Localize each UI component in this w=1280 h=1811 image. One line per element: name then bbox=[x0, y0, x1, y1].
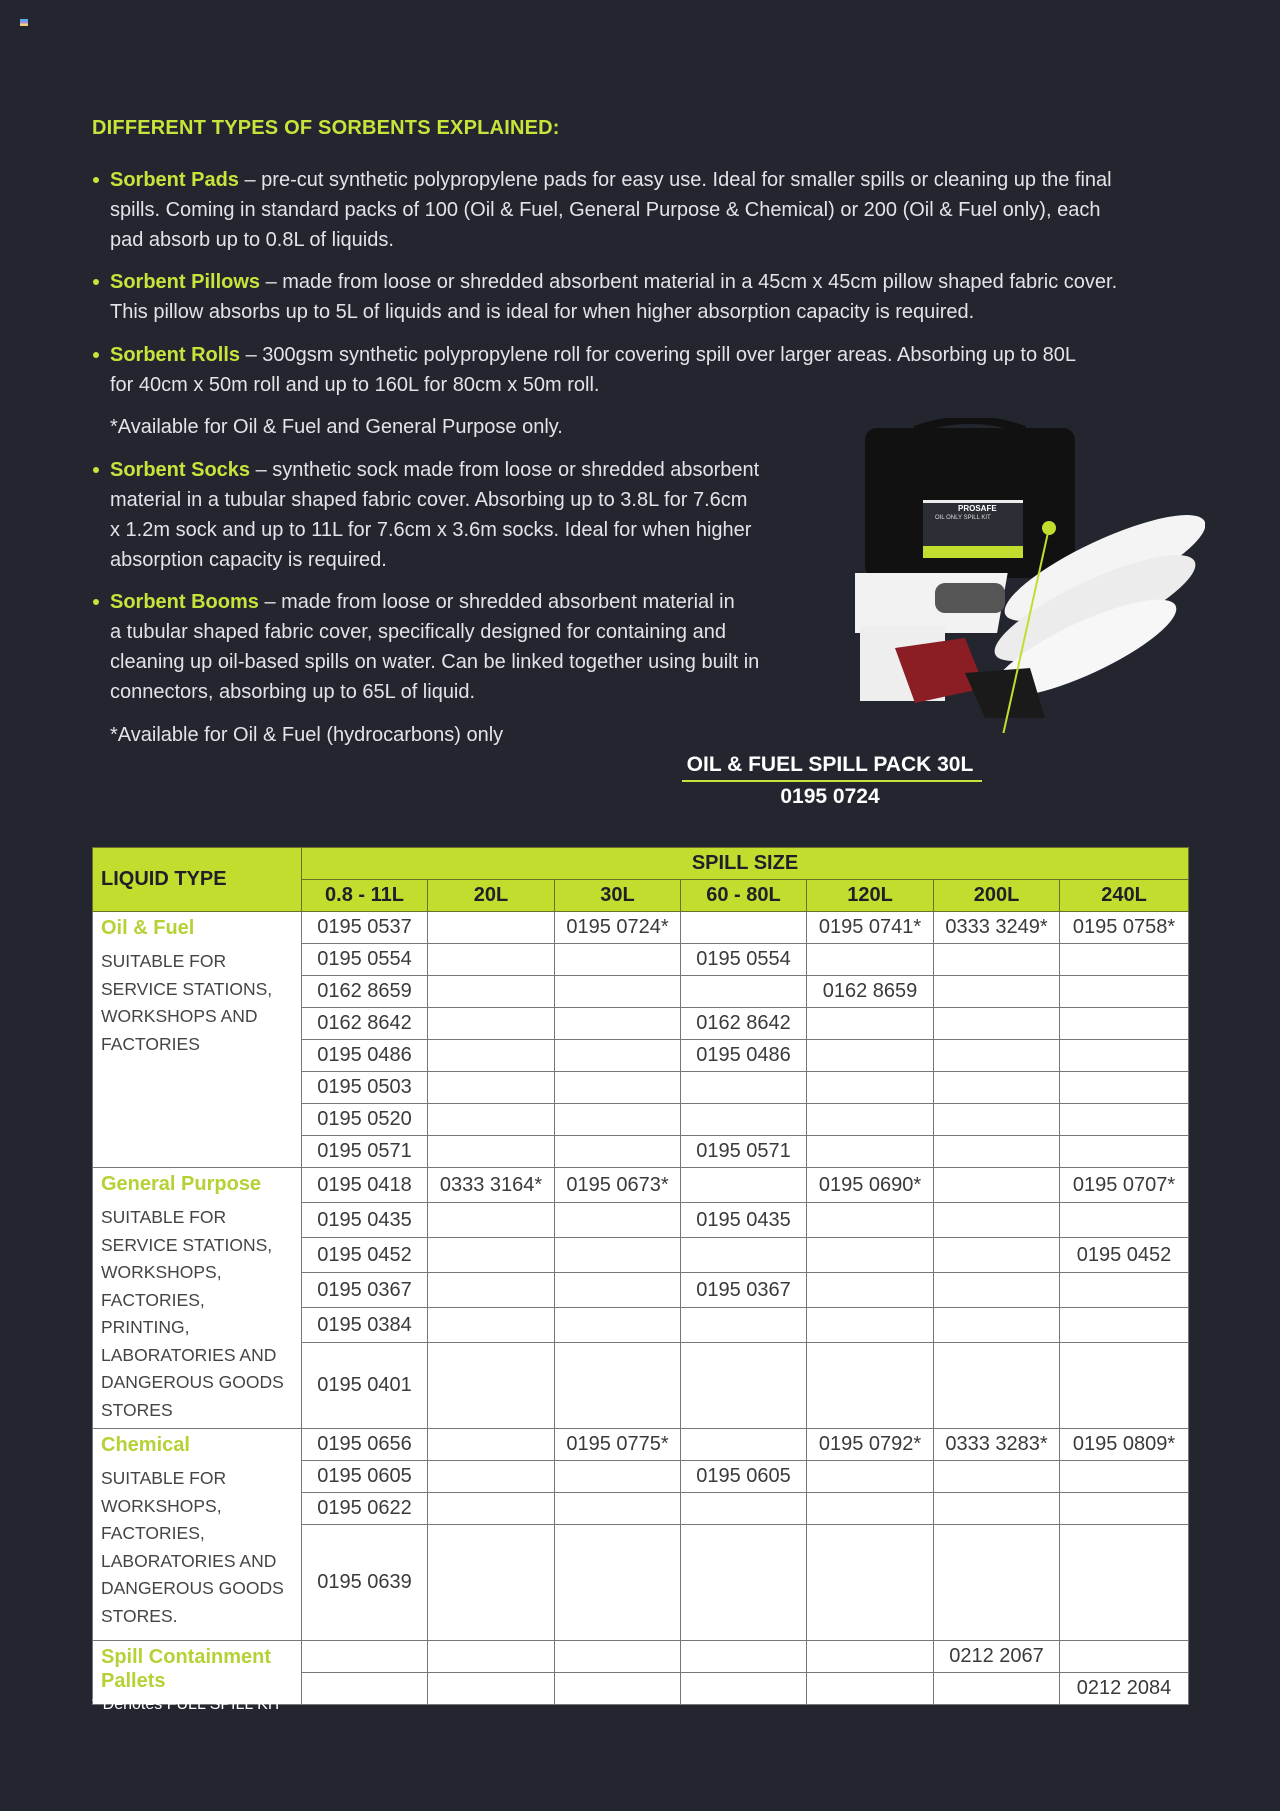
product-code-cell: 0195 0367 bbox=[302, 1273, 428, 1308]
product-code-cell bbox=[807, 1104, 934, 1136]
product-code-cell bbox=[934, 1072, 1060, 1104]
size-header: 20L bbox=[428, 880, 555, 912]
bullet-icon bbox=[93, 599, 99, 605]
bullet-icon bbox=[93, 352, 99, 358]
product-code-cell: 0195 0775* bbox=[555, 1429, 681, 1461]
product-code-cell bbox=[428, 1525, 555, 1641]
product-code-cell: 0195 0673* bbox=[555, 1168, 681, 1203]
product-code-cell: 0195 0435 bbox=[302, 1203, 428, 1238]
product-code-cell bbox=[681, 976, 807, 1008]
product-code-cell: 0195 0486 bbox=[302, 1040, 428, 1072]
item-title: Sorbent Socks bbox=[110, 459, 251, 481]
product-code-cell bbox=[555, 944, 681, 976]
list-item-socks: Sorbent Socks – synthetic sock made from loose or shredded absorbent material in a tubular shaped fabric cover. Absorbing up to 3.8L for 7.6cm x 1.2m sock and up to 11L for 7.6cm x 3.6m socks. Ideal for when higher absorption capacity is required. bbox=[110, 455, 759, 575]
product-code-cell bbox=[555, 1238, 681, 1273]
product-code-cell bbox=[934, 1673, 1060, 1705]
product-code-cell bbox=[1060, 1308, 1189, 1343]
product-code-cell bbox=[428, 1641, 555, 1673]
product-code-cell: 0195 0401 bbox=[302, 1343, 428, 1429]
product-code-cell bbox=[428, 1429, 555, 1461]
product-code-cell bbox=[1060, 1203, 1189, 1238]
product-code-cell bbox=[681, 1308, 807, 1343]
list-item-booms: Sorbent Booms – made from loose or shredded absorbent material in a tubular shaped fabric cover, specifically designed for containing and cleaning up oil-based spills on water. Can be linked together using built in connectors, absorbing up to 65L of liquid. bbox=[110, 587, 759, 707]
table-row bbox=[93, 1429, 1189, 1461]
product-code-cell: 0195 0435 bbox=[681, 1203, 807, 1238]
product-code-cell bbox=[681, 1343, 807, 1429]
product-code-cell: 0195 0452 bbox=[1060, 1238, 1189, 1273]
liquid-type-description: SUITABLE FOR WORKSHOPS, FACTORIES, LABORATORIES AND DANGEROUS GOODS STORES. bbox=[101, 1468, 284, 1626]
product-code-cell bbox=[428, 1461, 555, 1493]
product-code-cell bbox=[807, 1072, 934, 1104]
product-code-cell: 0195 0452 bbox=[302, 1238, 428, 1273]
product-code-cell: 0333 3164* bbox=[428, 1168, 555, 1203]
product-code-cell bbox=[681, 912, 807, 944]
product-code-cell: 0195 0384 bbox=[302, 1308, 428, 1343]
product-code-cell bbox=[428, 944, 555, 976]
product-code-cell: 0195 0741* bbox=[807, 912, 934, 944]
product-code-cell bbox=[555, 1641, 681, 1673]
size-header: 200L bbox=[934, 880, 1060, 912]
product-code-cell bbox=[1060, 1040, 1189, 1072]
product-code-cell: 0195 0605 bbox=[681, 1461, 807, 1493]
product-code-cell bbox=[1060, 1461, 1189, 1493]
product-code-cell: 0195 0367 bbox=[681, 1273, 807, 1308]
table-row bbox=[93, 1168, 1189, 1203]
product-code-cell bbox=[934, 1203, 1060, 1238]
product-code-cell: 0195 0486 bbox=[681, 1040, 807, 1072]
product-code-cell bbox=[807, 1040, 934, 1072]
product-code-cell bbox=[934, 1493, 1060, 1525]
product-code-cell bbox=[428, 1040, 555, 1072]
product-code-cell bbox=[807, 1525, 934, 1641]
product-code-cell: 0195 0758* bbox=[1060, 912, 1189, 944]
size-header: 120L bbox=[807, 880, 934, 912]
product-code-cell: 0195 0622 bbox=[302, 1493, 428, 1525]
product-code-cell: 0195 0554 bbox=[681, 944, 807, 976]
product-code-cell: 0195 0571 bbox=[681, 1136, 807, 1168]
product-code-cell bbox=[302, 1673, 428, 1705]
product-code-cell: 0333 3249* bbox=[934, 912, 1060, 944]
product-code-cell: 0195 0605 bbox=[302, 1461, 428, 1493]
product-code: 0195 0724 bbox=[780, 785, 880, 808]
product-code-cell bbox=[807, 1203, 934, 1238]
product-code-cell bbox=[807, 1273, 934, 1308]
liquid-type-cell bbox=[93, 1168, 302, 1429]
product-code-cell bbox=[807, 1673, 934, 1705]
product-code-cell: 0195 0656 bbox=[302, 1429, 428, 1461]
product-code-cell bbox=[1060, 976, 1189, 1008]
product-code-cell bbox=[807, 1136, 934, 1168]
product-code-cell bbox=[428, 1273, 555, 1308]
table-row bbox=[93, 1641, 1189, 1673]
product-code-cell bbox=[302, 1641, 428, 1673]
product-code-cell bbox=[1060, 944, 1189, 976]
product-code-cell bbox=[934, 1343, 1060, 1429]
product-code-cell: 0162 8659 bbox=[302, 976, 428, 1008]
product-code-cell bbox=[934, 1525, 1060, 1641]
bullet-icon bbox=[93, 279, 99, 285]
product-code-cell: 0195 0554 bbox=[302, 944, 428, 976]
product-code-cell: 0195 0809* bbox=[1060, 1429, 1189, 1461]
product-code-cell bbox=[555, 1525, 681, 1641]
liquid-type-name: Chemical bbox=[101, 1434, 190, 1456]
product-code-cell bbox=[681, 1673, 807, 1705]
liquid-type-cell bbox=[93, 1429, 302, 1641]
product-caption: OIL & FUEL SPILL PACK 30L bbox=[686, 753, 974, 776]
size-header: 240L bbox=[1060, 880, 1189, 912]
spill-kit-table bbox=[92, 847, 1189, 1705]
caption-underline bbox=[682, 780, 982, 782]
product-code-cell bbox=[1060, 1008, 1189, 1040]
product-code-cell bbox=[428, 1673, 555, 1705]
product-code-cell bbox=[807, 1308, 934, 1343]
goggles-shape bbox=[935, 583, 1005, 613]
list-item-rolls: Sorbent Rolls – 300gsm synthetic polypropylene roll for covering spill over larger areas. Absorbing up to 80L for 40cm x 50m roll and up to 160L for 80cm x 50m roll. bbox=[110, 340, 1076, 400]
footnote: * Denotes FULL SPILL KIT bbox=[92, 1696, 283, 1713]
product-code-cell bbox=[428, 976, 555, 1008]
product-code-cell bbox=[1060, 1493, 1189, 1525]
product-code-cell bbox=[555, 1040, 681, 1072]
product-code-cell: 0195 0537 bbox=[302, 912, 428, 944]
product-code-cell: 0195 0707* bbox=[1060, 1168, 1189, 1203]
product-code-cell bbox=[934, 1168, 1060, 1203]
item-title: Sorbent Rolls bbox=[110, 344, 241, 366]
product-code-cell bbox=[934, 1308, 1060, 1343]
product-code-cell bbox=[807, 944, 934, 976]
product-code-cell bbox=[555, 1273, 681, 1308]
product-code-cell bbox=[681, 1238, 807, 1273]
product-code-cell bbox=[428, 1493, 555, 1525]
flag-icon bbox=[20, 19, 28, 26]
product-image bbox=[855, 418, 1205, 733]
size-header: 30L bbox=[555, 880, 681, 912]
bag-brand: PROSAFE bbox=[958, 504, 997, 513]
product-code-cell bbox=[428, 1203, 555, 1238]
product-code-cell bbox=[555, 976, 681, 1008]
product-code-cell bbox=[428, 1104, 555, 1136]
liquid-type-description: SUITABLE FOR SERVICE STATIONS, WORKSHOPS, FACTORIES, PRINTING, LABORATORIES AND DANGEROUS GOODS STORES bbox=[101, 1207, 284, 1420]
product-code-cell: 0162 8642 bbox=[302, 1008, 428, 1040]
product-code-cell bbox=[934, 1008, 1060, 1040]
liquid-type-name: Oil & Fuel bbox=[101, 917, 195, 939]
product-code-cell bbox=[934, 1273, 1060, 1308]
product-code-cell: 0333 3283* bbox=[934, 1429, 1060, 1461]
list-item-pads: Sorbent Pads – pre-cut synthetic polypropylene pads for easy use. Ideal for smaller spills or cleaning up the final spills. Coming in standard packs of 100 (Oil & Fuel, General Purpose & Chemical) or 200 (Oil & Fuel only), each pad absorb up to 0.8L of liquids. bbox=[110, 165, 1112, 255]
product-code-cell bbox=[934, 944, 1060, 976]
product-code-cell bbox=[934, 1461, 1060, 1493]
product-code-cell bbox=[1060, 1641, 1189, 1673]
size-header: 0.8 - 11L bbox=[302, 880, 428, 912]
product-code-cell bbox=[555, 1493, 681, 1525]
liquid-type-cell bbox=[93, 912, 302, 1168]
product-code-cell bbox=[681, 1429, 807, 1461]
product-code-cell: 0195 0571 bbox=[302, 1136, 428, 1168]
product-code-cell bbox=[428, 1343, 555, 1429]
product-code-cell bbox=[934, 1136, 1060, 1168]
product-code-cell bbox=[555, 1673, 681, 1705]
product-code-cell bbox=[807, 1493, 934, 1525]
product-code-cell: 0195 0724* bbox=[555, 912, 681, 944]
bag-label-text: OIL ONLY SPILL KIT bbox=[935, 515, 991, 521]
product-code-cell bbox=[1060, 1343, 1189, 1429]
liquid-type-name: General Purpose bbox=[101, 1173, 262, 1195]
product-code-cell: 0195 0520 bbox=[302, 1104, 428, 1136]
product-code-cell bbox=[681, 1168, 807, 1203]
product-code-cell bbox=[428, 912, 555, 944]
product-code-cell bbox=[428, 1308, 555, 1343]
product-code-cell bbox=[807, 1641, 934, 1673]
product-code-cell bbox=[934, 1238, 1060, 1273]
product-code-cell bbox=[681, 1641, 807, 1673]
product-code-cell: 0195 0639 bbox=[302, 1525, 428, 1641]
table-row bbox=[93, 912, 1189, 944]
product-code-cell: 0195 0503 bbox=[302, 1072, 428, 1104]
product-code-cell bbox=[428, 1136, 555, 1168]
product-code-cell bbox=[807, 1343, 934, 1429]
product-code-cell bbox=[555, 1343, 681, 1429]
section-heading: DIFFERENT TYPES OF SORBENTS EXPLAINED: bbox=[92, 117, 560, 139]
product-code-cell: 0212 2084 bbox=[1060, 1673, 1189, 1705]
product-code-cell bbox=[555, 1136, 681, 1168]
product-code-cell: 0195 0418 bbox=[302, 1168, 428, 1203]
liquid-type-header: LIQUID TYPE bbox=[93, 848, 302, 912]
product-code-cell bbox=[428, 1072, 555, 1104]
product-code-cell bbox=[1060, 1525, 1189, 1641]
bullet-icon bbox=[93, 467, 99, 473]
product-code-cell bbox=[428, 1238, 555, 1273]
liquid-type-cell bbox=[93, 1641, 302, 1705]
item-title: Sorbent Pads bbox=[110, 169, 239, 191]
product-code-cell bbox=[555, 1072, 681, 1104]
item-title: Sorbent Booms bbox=[110, 591, 259, 613]
product-code-cell bbox=[1060, 1104, 1189, 1136]
note-booms: *Available for Oil & Fuel (hydrocarbons) only bbox=[110, 724, 504, 746]
list-item-pillows: Sorbent Pillows – made from loose or shredded absorbent material in a 45cm x 45cm pillow shaped fabric cover. This pillow absorbs up to 5L of liquids and is ideal for when higher absorption capacity is required. bbox=[110, 267, 1117, 327]
product-code-cell bbox=[807, 1238, 934, 1273]
product-code-cell bbox=[555, 1308, 681, 1343]
product-code-cell bbox=[681, 1072, 807, 1104]
bullet-icon bbox=[93, 177, 99, 183]
product-code-cell: 0195 0792* bbox=[807, 1429, 934, 1461]
note-rolls: *Available for Oil & Fuel and General Purpose only. bbox=[110, 416, 563, 438]
product-code-cell bbox=[934, 976, 1060, 1008]
product-code-cell bbox=[807, 1008, 934, 1040]
product-code-cell bbox=[681, 1493, 807, 1525]
item-title: Sorbent Pillows bbox=[110, 271, 261, 293]
product-code-cell: 0162 8642 bbox=[681, 1008, 807, 1040]
product-code-cell: 0195 0690* bbox=[807, 1168, 934, 1203]
product-code-cell bbox=[555, 1008, 681, 1040]
product-code-cell bbox=[681, 1104, 807, 1136]
product-code-cell bbox=[1060, 1136, 1189, 1168]
liquid-type-name: Spill Containment Pallets bbox=[101, 1646, 271, 1692]
product-code-cell bbox=[428, 1008, 555, 1040]
product-code-cell: 0212 2067 bbox=[934, 1641, 1060, 1673]
product-code-cell bbox=[555, 1104, 681, 1136]
product-code-cell bbox=[1060, 1072, 1189, 1104]
size-header: 60 - 80L bbox=[681, 880, 807, 912]
liquid-type-description: SUITABLE FOR SERVICE STATIONS, WORKSHOPS AND FACTORIES bbox=[101, 951, 273, 1054]
product-code-cell bbox=[934, 1040, 1060, 1072]
product-code-cell: 0162 8659 bbox=[807, 976, 934, 1008]
product-code-cell bbox=[1060, 1273, 1189, 1308]
product-code-cell bbox=[934, 1104, 1060, 1136]
product-code-cell bbox=[555, 1461, 681, 1493]
spill-size-header: SPILL SIZE bbox=[302, 848, 1189, 880]
product-code-cell bbox=[555, 1203, 681, 1238]
product-code-cell bbox=[681, 1525, 807, 1641]
product-code-cell bbox=[807, 1461, 934, 1493]
